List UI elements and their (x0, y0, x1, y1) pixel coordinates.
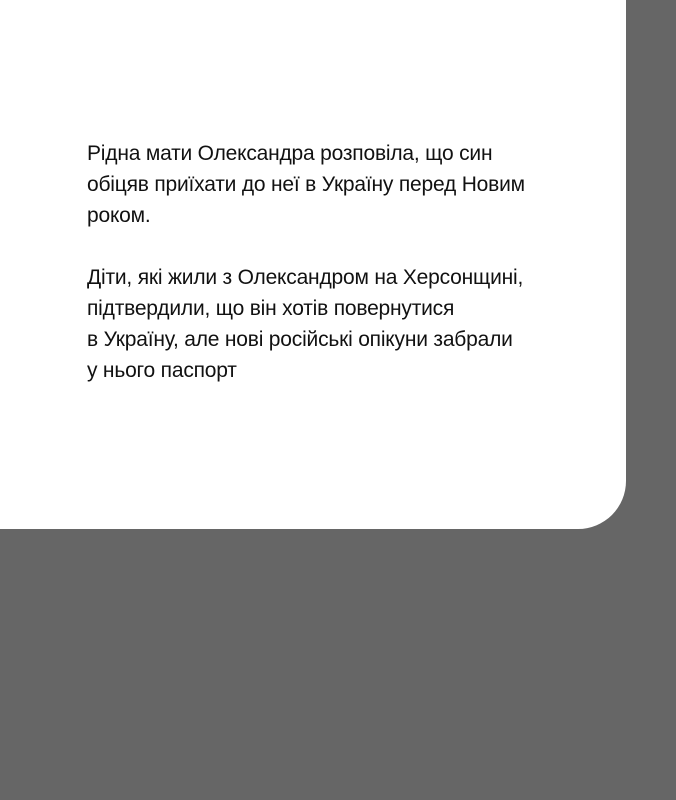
paragraph-children-statement: Діти, які жили з Олександром на Херсонщині, підтвердили, що він хотів повернутися в Україну, але нові російські опікуни забрали у нього паспорт (87, 266, 524, 382)
paragraph-mother-statement: Рідна мати Олександра розповіла, що син обіцяв приїхати до неї в Україну перед Новим роком. (87, 142, 525, 227)
